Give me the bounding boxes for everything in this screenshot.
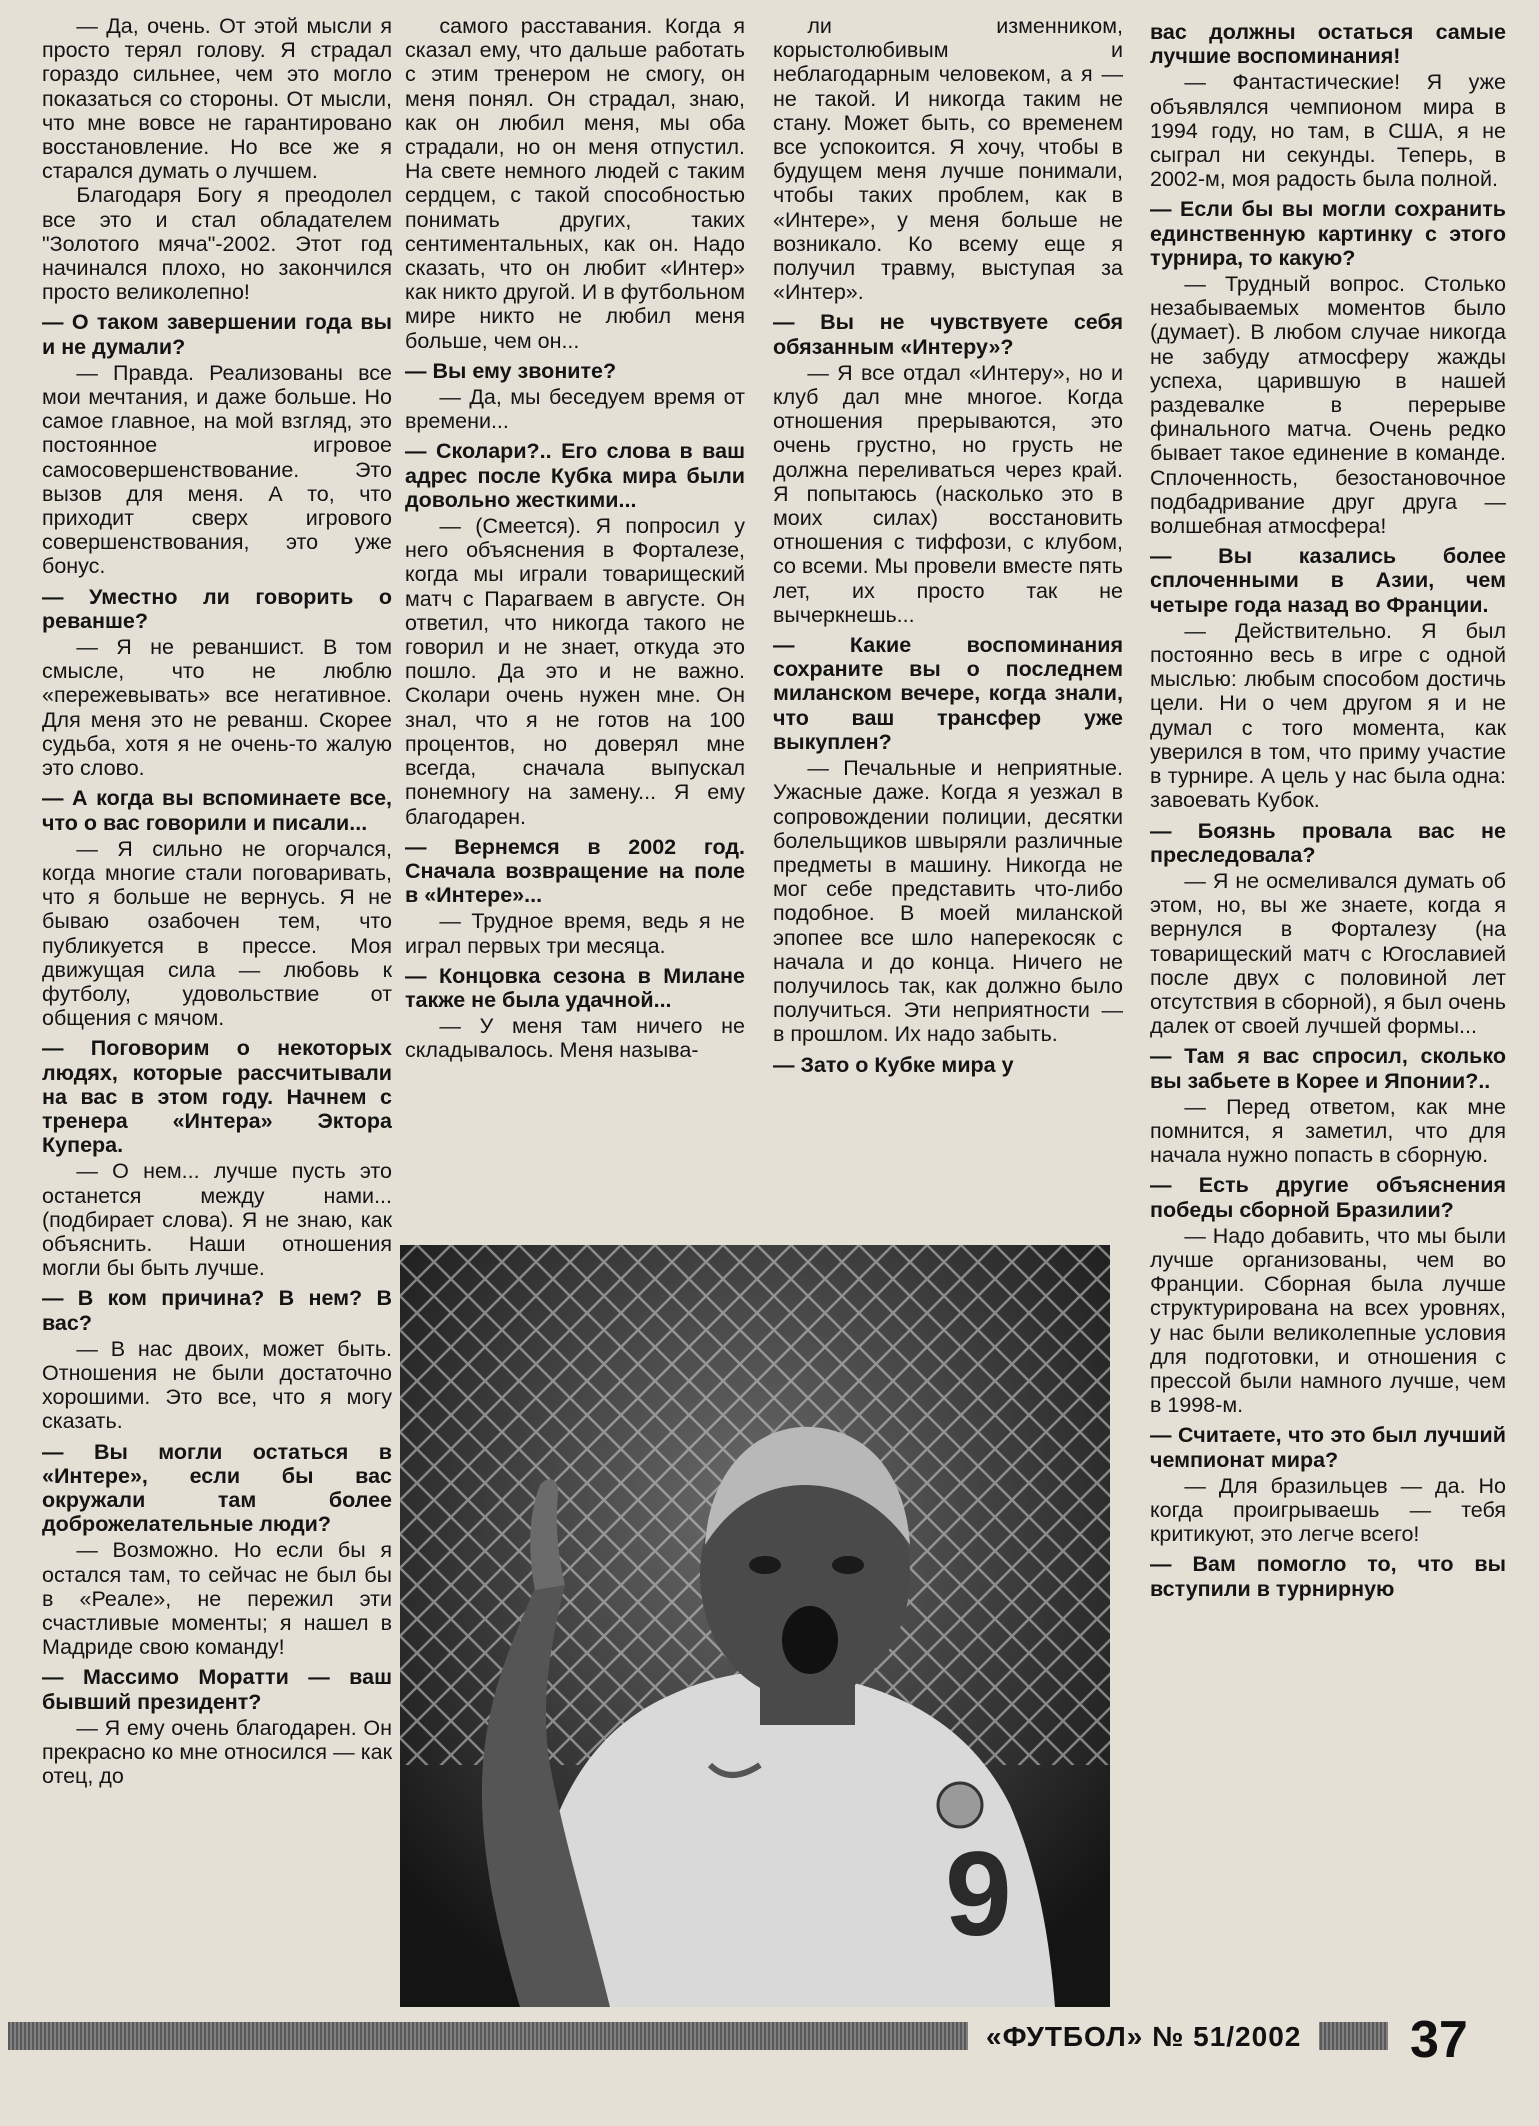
interview-answer: Благодаря Богу я преодолел все это и стал обладателем "Золотого мяча"-2002. Этот год начинался плохо, но закончился просто великолепно! [42,183,392,305]
interview-question: — Боязнь провала вас не преследовала? [1150,818,1506,867]
interview-answer: — Трудный вопрос. Столько незабываемых моментов было (думает). В любом случае никогда не забуду атмосферу жажды успеха, царившую в нашей раздевалке в перерыве финального матча. Очень редко бывает такое единение в команде. Сплоченность, безостановочное подбадривание друг друга — волшебная атмосфера! [1150,272,1506,539]
interview-question: — Вы могли остаться в «Интере», если бы вас окружали там более доброжелательные люди? [42,1439,392,1537]
magazine-issue: «ФУТБОЛ» № 51/2002 [968,2022,1319,2050]
player-photo [400,1245,1110,2007]
interview-answer: — Я не осмеливался думать об этом, но, вы же знаете, когда я вернулся в Форталезу (на товарищеский матч с Югославией после двух с половиной лет отсутствия в сборной), я был очень далек от своей лучшей формы... [1150,868,1506,1039]
article-column-3 [773,14,1123,1244]
interview-question: — Если бы вы могли сохранить единственную картинку с этого турнира, то какую? [1150,197,1506,270]
interview-question: — Какие воспоминания сохраните вы о последнем миланском вечере, когда знали, что ваш трансфер уже выкуплен? [773,633,1123,754]
interview-question: — Там я вас спросил, сколько вы забьете в Корее и Японии?.. [1150,1044,1506,1093]
interview-question: — Считаете, что это был лучший чемпионат мира? [1150,1423,1506,1472]
interview-question: — Сколари?.. Его слова в ваш адрес после Кубка мира были довольно жесткими... [405,439,745,512]
interview-question: — Массимо Моратти — ваш бывший президент? [42,1665,392,1714]
interview-question: — А когда вы вспоминаете все, что о вас говорили и писали... [42,786,392,835]
interview-question: — Уместно ли говорить о реванше? [42,584,392,633]
player-photo-illustration [400,1245,1110,2007]
interview-answer: — Да, очень. От этой мысли я просто терял голову. Я страдал гораздо сильнее, чем это могло показаться со стороны. От мысли, что мне вовсе не гарантировано восстановление. Но все же я старался думать о лучшем. [42,14,392,184]
interview-question: — Вы казались более сплоченными в Азии, чем четыре года назад во Франции. [1150,544,1506,617]
interview-answer: — Для бразильцев — да. Но когда проигрываешь — тебя критикуют, это легче всего! [1150,1473,1506,1547]
interview-question: — Вернемся в 2002 год. Сначала возвращение на поле в «Интере»... [405,834,745,908]
interview-answer: — Я не реваншист. В том смысле, что не люблю «пережевывать» все негативное. Для меня это не реванш. Скорее судьба, хотя я не очень-то жалую это слово. [42,635,392,781]
interview-answer: самого расставания. Когда я сказал ему, что дальше работать с этим тренером не смогу, он меня понял. Он страдал, знаю, как он любил меня, мы оба страдали, но он меня отпустил. На свете немного людей с таким сердцем, с такой способностью понимать других, таких сентиментальных, как он. Надо сказать, что он любит «Интер» как никто другой. И в футбольном мире никто не любил меня больше, чем он... [405,14,745,353]
interview-question: — В ком причина? В нем? В вас? [42,1286,392,1335]
article-column-4 [1150,14,1506,2004]
interview-question: — Вы не чувствуете себя обязанным «Интеру»? [773,310,1123,359]
interview-answer: — Перед ответом, как мне помнится, я заметил, что для начала нужно попасть в сборную. [1150,1094,1506,1168]
interview-answer: — В нас двоих, может быть. Отношения не были достаточно хорошими. Это все, что я могу сказать. [42,1336,392,1434]
interview-question: — Вам помогло то, что вы вступили в турнирную [1150,1552,1506,1601]
interview-answer: — Я ему очень благодарен. Он прекрасно ко мне относился — как отец, до [42,1715,392,1789]
interview-answer: — О нем... лучше пусть это останется между нами... (подбирает слова). Я не знаю, как объяснить. Наши отношения могли бы быть лучше. [42,1159,392,1281]
shirt-number: 9 [945,1827,1012,1961]
page-footer [0,2012,1539,2072]
interview-answer: — Фантастические! Я уже объявлялся чемпионом мира в 1994 году, но там, в США, я не сыграл ни секунды. Теперь, в 2002-м, моя радость была полной. [1150,70,1506,192]
interview-question: — О таком завершении года вы и не думали? [42,310,392,359]
interview-answer: — Возможно. Но если бы я остался там, то сейчас не был бы в «Реале», не пережил эти счастливые моменты; я нашел в Мадриде свою команду! [42,1538,392,1660]
interview-answer: — Я все отдал «Интеру», но и клуб дал мне многое. Когда отношения прерываются, это очень грустно, но грусть не должна переливаться через край. Я попытаюсь (насколько это в моих силах) восстановить отношения с тиффози, с клубом, со всеми. Мы провели вместе пять лет, их просто так не вычеркнешь... [773,360,1123,627]
interview-answer: — Действительно. Я был постоянно весь в игре с одной мыслью: любым способом достичь цели. Ни о чем другом я и не думал с того момента, как уверился в том, что приму участие в турнире. А цель у нас была одна: завоевать Кубок. [1150,618,1506,813]
article-column-1 [42,14,392,2004]
interview-answer: — Надо добавить, что мы были лучше организованы, чем во Франции. Сборная была лучше структурирована на всех уровнях, у нас были великолепные условия для подготовки, и отношения с прессой были намного лучше, чем в 1998-м. [1150,1223,1506,1418]
interview-question: — Поговорим о некоторых людях, которые рассчитывали на вас в этом году. Начнем с тренера «Интера» Эктора Купера. [42,1036,392,1158]
page-number: 37 [1410,2011,1468,2069]
interview-answer: — Правда. Реализованы все мои мечтания, и даже больше. Но самое главное, на мой взгляд, это постоянное игровое самосовершенствование. Это вызов для меня. А то, что приходит сверх игрового совершенствования, это уже бонус. [42,360,392,579]
interview-question: — Вы ему звоните? [405,358,617,383]
interview-answer: — Да, мы беседуем время от времени... [405,385,745,434]
article-column-2 [405,14,745,1244]
interview-question: — Зато о Кубке мира у [773,1052,1014,1077]
interview-question: — Концовка сезона в Милане также не была удачной... [405,963,745,1012]
interview-answer: — (Смеется). Я попросил у него объяснения в Форталезе, когда мы играли товарищеский матч с Парагваем в августе. Он ответил, что никогда такого не говорил и не знает, откуда это пошло. Да это и не важно. Сколари очень нужен мне. Он знал, что я не готов на 100 процентов, но доверял мне всегда, сначала выпускал понемногу на замену... Я ему благодарен. [405,514,745,829]
interview-question: вас должны остаться самые лучшие воспоминания! [1150,20,1506,69]
interview-answer: ли изменником, корыстолюбивым и неблагодарным человеком, а я — не такой. И никогда таким не стану. Может быть, со временем все успокоится. Я хочу, чтобы в будущем меня лучше понимали, чтобы таких проблем, как в «Интере», у меня больше не возникало. Ко всему еще я получил травму, выступая за «Интер». [773,14,1123,305]
interview-answer: — Трудное время, ведь я не играл первых три месяца. [405,909,745,958]
interview-answer: — Я сильно не огорчался, когда многие стали поговаривать, что я больше не вернусь. Я не бываю озабочен тем, что публикуется в прессе. Моя движущая сила — любовь к футболу, удовольствие от общения с мячом. [42,836,392,1031]
interview-answer: — Печальные и неприятные. Ужасные даже. Когда я уезжал в сопровождении полиции, десятки болельщиков швыряли различные предметы в машину. Никогда не мог себе представить что-либо подобное. В моей миланской эпопее все шло наперекосяк с начала и до конца. Ничего не получилось так, как должно было получиться. Эти неприятности — в прошлом. Их надо забыть. [773,756,1123,1047]
interview-answer: — У меня там ничего не складывалось. Меня называ- [405,1014,745,1063]
interview-question: — Есть другие объяснения победы сборной Бразилии? [1150,1173,1506,1222]
